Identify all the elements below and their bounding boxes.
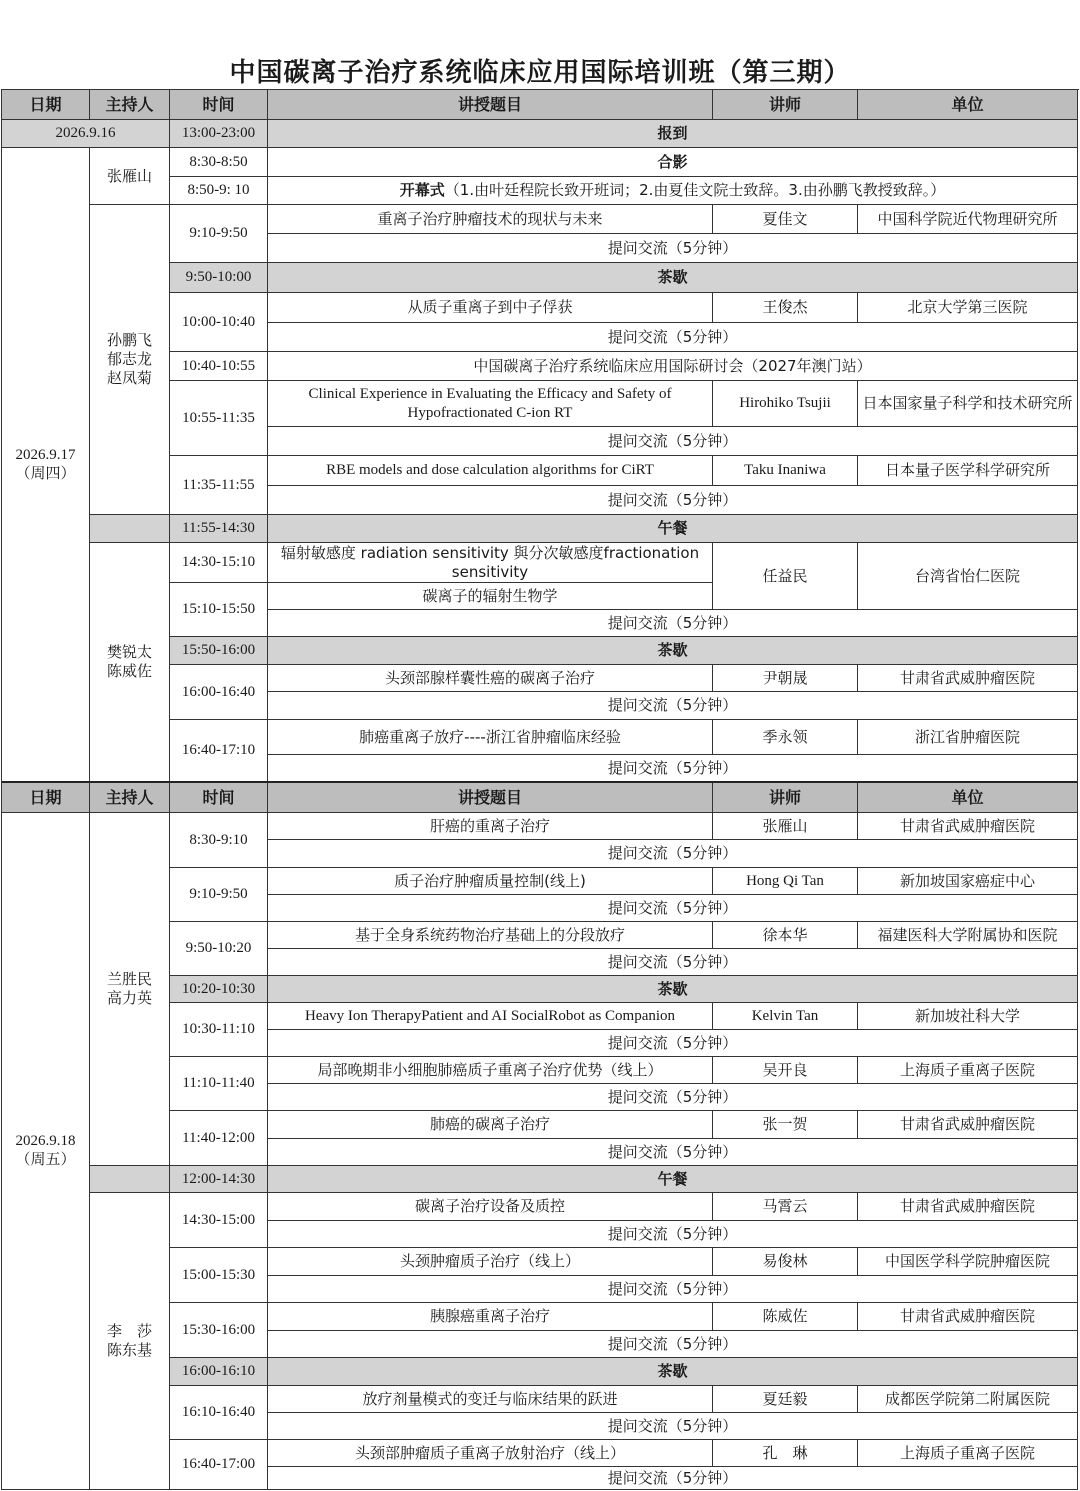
day2-talk-11-topic: 头颈部肿瘤质子重离子放射治疗（线上）	[268, 1440, 713, 1467]
day1-time-3: 9:10-9:50	[170, 205, 268, 263]
day2-talk-1-unit: 甘肃省武威肿瘤医院	[858, 813, 1078, 840]
day2-talk-8-topic: 头颈肿瘤质子治疗（线上）	[268, 1248, 713, 1276]
day2-talk-7-speaker: 马霄云	[713, 1193, 858, 1221]
day2-time-12: 16:00-16:10	[170, 1358, 268, 1386]
day1-time-12: 15:50-16:00	[170, 637, 268, 665]
day2-qa-11: 提问交流（5分钟）	[268, 1467, 1078, 1490]
day2-host-1: 兰胜民 高力英	[90, 813, 170, 1166]
day2-talk-9-speaker: 陈威佐	[713, 1303, 858, 1331]
day2-talk-1-speaker: 张雁山	[713, 813, 858, 840]
day1-time-5: 10:00-10:40	[170, 293, 268, 352]
header-host-1: 主持人	[90, 90, 170, 120]
opening-detail: （1.由叶廷程院长致开班词；2.由夏佳文院士致辞。3.由孙鹏飞教授致辞。）	[444, 181, 946, 200]
day1-talk-6-topic: 碳离子的辐射生物学	[268, 583, 713, 610]
registration-date: 2026.9.16	[2, 120, 170, 148]
day2-talk-10-topic: 放疗剂量模式的变迁与临床结果的跃进	[268, 1386, 713, 1413]
day1-talk-2-speaker: 王俊杰	[713, 293, 858, 323]
day1-talk-5-speaker: 任益民	[713, 543, 858, 610]
day2-talk-4-speaker: Kelvin Tan	[713, 1003, 858, 1030]
day2-time-8: 12:00-14:30	[170, 1166, 268, 1193]
day1-talk-3-topic: Clinical Experience in Evaluating the Efficacy and Safety of Hypofractionated C-ion RT	[268, 381, 713, 427]
day2-talk-7-topic: 碳离子治疗设备及质控	[268, 1193, 713, 1221]
day2-talk-8-speaker: 易俊林	[713, 1248, 858, 1276]
day1-talk-5-topic: 辐射敏感度 radiation sensitivity 與分次敏感度fractionation sensitivity	[268, 543, 713, 583]
day1-talk-4-speaker: Taku Inaniwa	[713, 456, 858, 486]
day2-qa-9: 提问交流（5分钟）	[268, 1331, 1078, 1358]
day2-talk-4-topic: Heavy Ion TherapyPatient and AI SocialRobot as Companion	[268, 1003, 713, 1030]
header-speaker-2: 讲师	[713, 783, 858, 813]
day2-qa-1: 提问交流（5分钟）	[268, 840, 1078, 868]
header-host-2: 主持人	[90, 783, 170, 813]
day2-break-1: 茶歇	[268, 976, 1078, 1003]
day1-host-3: 樊锐太 陈威佐	[90, 543, 170, 783]
day2-qa-8: 提问交流（5分钟）	[268, 1276, 1078, 1303]
day1-talk-3-unit: 日本国家量子科学和技术研究所	[858, 381, 1078, 427]
day1-host-2: 孙鹏飞 郁志龙 赵凤菊	[90, 205, 170, 515]
day1-host-gap	[90, 515, 170, 543]
header-unit-1: 单位	[858, 90, 1078, 120]
day2-qa-2: 提问交流（5分钟）	[268, 895, 1078, 922]
day2-talk-11-unit: 上海质子重离子医院	[858, 1440, 1078, 1467]
day2-time-3: 9:50-10:20	[170, 922, 268, 976]
day1-time-6: 10:40-10:55	[170, 352, 268, 381]
day2-talk-5-speaker: 吴开良	[713, 1057, 858, 1084]
day2-time-7: 11:40-12:00	[170, 1111, 268, 1166]
day2-qa-7: 提问交流（5分钟）	[268, 1221, 1078, 1248]
day1-time-9: 11:55-14:30	[170, 515, 268, 543]
day1-time-11: 15:10-15:50	[170, 583, 268, 637]
day1-qa-3: 提问交流（5分钟）	[268, 427, 1078, 456]
day2-time-10: 15:00-15:30	[170, 1248, 268, 1303]
page-title: 中国碳离子治疗系统临床应用国际培训班（第三期）	[229, 58, 851, 88]
header-speaker-1: 讲师	[713, 90, 858, 120]
day2-time-9: 14:30-15:00	[170, 1193, 268, 1248]
day1-talk-7-topic: 头颈部腺样囊性癌的碳离子治疗	[268, 665, 713, 692]
day1-talk-7-unit: 甘肃省武威肿瘤医院	[858, 665, 1078, 692]
day2-talk-3-speaker: 徐本华	[713, 922, 858, 949]
day1-time-14: 16:40-17:10	[170, 720, 268, 783]
day2-host-2: 李 莎 陈东基	[90, 1193, 170, 1490]
day2-date: 2026.9.18 （周五）	[2, 813, 90, 1490]
day2-talk-6-unit: 甘肃省武威肿瘤医院	[858, 1111, 1078, 1139]
header-date-1: 日期	[2, 90, 90, 120]
day2-time-1: 8:30-9:10	[170, 813, 268, 868]
day2-talk-5-unit: 上海质子重离子医院	[858, 1057, 1078, 1084]
day1-qa-4: 提问交流（5分钟）	[268, 486, 1078, 515]
day2-talk-9-unit: 甘肃省武威肿瘤医院	[858, 1303, 1078, 1331]
header-time-2: 时间	[170, 783, 268, 813]
day2-talk-3-topic: 基于全身系统药物治疗基础上的分段放疗	[268, 922, 713, 949]
day2-qa-3: 提问交流（5分钟）	[268, 949, 1078, 976]
day1-time-1: 8:30-8:50	[170, 148, 268, 177]
day1-break-1: 茶歇	[268, 263, 1078, 293]
day2-time-5: 10:30-11:10	[170, 1003, 268, 1057]
day1-time-13: 16:00-16:40	[170, 665, 268, 720]
day1-talk-2-unit: 北京大学第三医院	[858, 293, 1078, 323]
day2-talk-9-topic: 胰腺癌重离子治疗	[268, 1303, 713, 1331]
header-time-1: 时间	[170, 90, 268, 120]
day2-time-6: 11:10-11:40	[170, 1057, 268, 1111]
day2-talk-8-unit: 中国医学科学院肿瘤医院	[858, 1248, 1078, 1276]
day1-talk-1-speaker: 夏佳文	[713, 205, 858, 234]
day2-talk-6-topic: 肺癌的碳离子治疗	[268, 1111, 713, 1139]
day1-time-2: 8:50-9: 10	[170, 177, 268, 205]
day1-time-8: 11:35-11:55	[170, 456, 268, 515]
day2-qa-4: 提问交流（5分钟）	[268, 1030, 1078, 1057]
day2-talk-10-unit: 成都医学院第二附属医院	[858, 1386, 1078, 1413]
day2-talk-3-unit: 福建医科大学附属协和医院	[858, 922, 1078, 949]
day2-talk-7-unit: 甘肃省武威肿瘤医院	[858, 1193, 1078, 1221]
day2-talk-5-topic: 局部晚期非小细胞肺癌质子重离子治疗优势（线上）	[268, 1057, 713, 1084]
day2-time-2: 9:10-9:50	[170, 868, 268, 922]
day1-talk-8-unit: 浙江省肿瘤医院	[858, 720, 1078, 755]
header-date-2: 日期	[2, 783, 90, 813]
day1-qa-7: 提问交流（5分钟）	[268, 755, 1078, 783]
day1-qa-5: 提问交流（5分钟）	[268, 610, 1078, 637]
day1-talk-4-unit: 日本量子医学科学研究所	[858, 456, 1078, 486]
day1-time-4: 9:50-10:00	[170, 263, 268, 293]
day2-talk-2-unit: 新加坡国家癌症中心	[858, 868, 1078, 895]
day2-talk-6-speaker: 张一贺	[713, 1111, 858, 1139]
day2-talk-4-unit: 新加坡社科大学	[858, 1003, 1078, 1030]
day1-qa-6: 提问交流（5分钟）	[268, 692, 1078, 720]
day2-break-3: 茶歇	[268, 1358, 1078, 1386]
day2-qa-5: 提问交流（5分钟）	[268, 1084, 1078, 1111]
registration-time: 13:00-23:00	[170, 120, 268, 148]
day2-time-14: 16:40-17:00	[170, 1440, 268, 1490]
day1-talk-2-topic: 从质子重离子到中子俘获	[268, 293, 713, 323]
day1-break-2: 茶歇	[268, 637, 1078, 665]
day1-date: 2026.9.17（周四）	[2, 148, 90, 783]
day1-talk-4-topic: RBE models and dose calculation algorithms for CiRT	[268, 456, 713, 486]
day1-talk-1-unit: 中国科学院近代物理研究所	[858, 205, 1078, 234]
day2-time-13: 16:10-16:40	[170, 1386, 268, 1440]
day1-qa-1: 提问交流（5分钟）	[268, 234, 1078, 263]
day2-talk-11-speaker: 孔 琳	[713, 1440, 858, 1467]
day1-qa-2: 提问交流（5分钟）	[268, 323, 1078, 352]
day1-time-10: 14:30-15:10	[170, 543, 268, 583]
day2-talk-1-topic: 肝癌的重离子治疗	[268, 813, 713, 840]
day1-opening	[268, 177, 1078, 205]
day2-time-4: 10:20-10:30	[170, 976, 268, 1003]
day2-time-11: 15:30-16:00	[170, 1303, 268, 1358]
day2-qa-10: 提问交流（5分钟）	[268, 1413, 1078, 1440]
day1-host-1: 张雁山	[90, 148, 170, 205]
day1-photo: 合影	[268, 148, 1078, 177]
header-unit-2: 单位	[858, 783, 1078, 813]
opening-label: 开幕式	[399, 181, 445, 200]
day1-time-7: 10:55-11:35	[170, 381, 268, 456]
day1-talk-8-topic: 肺癌重离子放疗----浙江省肿瘤临床经验	[268, 720, 713, 755]
day2-qa-6: 提问交流（5分钟）	[268, 1139, 1078, 1166]
registration-label: 报到	[268, 120, 1078, 148]
day1-talk-7-speaker: 尹朝晟	[713, 665, 858, 692]
day2-talk-10-speaker: 夏廷毅	[713, 1386, 858, 1413]
day1-talk-8-speaker: 季永领	[713, 720, 858, 755]
header-topic-1: 讲授题目	[268, 90, 713, 120]
day2-talk-2-topic: 质子治疗肿瘤质量控制(线上)	[268, 868, 713, 895]
day2-host-gap	[90, 1166, 170, 1193]
day1-talk-1-topic: 重离子治疗肿瘤技术的现状与未来	[268, 205, 713, 234]
day1-lunch: 午餐	[268, 515, 1078, 543]
day2-talk-2-speaker: Hong Qi Tan	[713, 868, 858, 895]
day1-talk-3-speaker: Hirohiko Tsujii	[713, 381, 858, 427]
day2-break-2: 午餐	[268, 1166, 1078, 1193]
header-topic-2: 讲授题目	[268, 783, 713, 813]
day1-talk-5-unit: 台湾省怡仁医院	[858, 543, 1078, 610]
day1-symposium: 中国碳离子治疗系统临床应用国际研讨会（2027年澳门站）	[268, 352, 1078, 381]
